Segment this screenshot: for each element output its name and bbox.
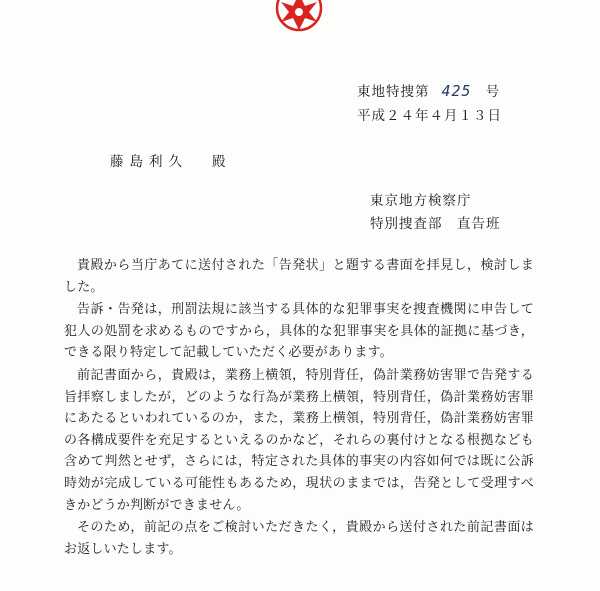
addressee-name: 藤島利久 — [110, 154, 188, 170]
body-paragraph: そのため，前記の点をご検討いただきたく，貴殿から送付された前記書面はお返しいたします。 — [64, 520, 534, 557]
addressee-honorific: 殿 — [212, 154, 232, 170]
body-paragraph: 貴殿から当庁あてに送付された「告発状」と題する書面を拝見し，検討しました。 — [64, 258, 534, 295]
document-number — [357, 80, 522, 100]
letter-body — [64, 255, 534, 561]
sender-department: 特別捜査部 直告班 — [370, 216, 501, 232]
doc-number-handwritten: 425 — [441, 82, 472, 100]
sender-office: 東京地方検察庁 — [370, 193, 472, 209]
document-date: 平成２４年４月１３日 — [357, 108, 502, 124]
body-paragraph: 前記書面から，貴殿は，業務上横領，特別背任，偽計業務妨害罪で告発する旨拝察しましたが，どのような行為が業務上横領，特別背任，偽計業務妨害罪にあたるといわれているのか，また，業務上横領，特別背任，偽計業務妨害罪の各構成要件を充足するといえるのかなど，それらの裏付けとなる根拠なども含めて判然とせず，さらには，特定された具体的事実の内容如何では既に公訴時効が完成している可能性もあるため，現状のままでは，告発として受理すべきかどうか判断ができません。 — [64, 367, 534, 513]
doc-number-prefix: 東地特捜第 — [357, 84, 430, 100]
doc-number-suffix: 号 — [485, 84, 501, 100]
body-paragraph: 告訴・告発は，刑罰法規に該当する具体的な犯罪事実を捜査機関に申告して犯人の処罰を求めるものですから，具体的な犯罪事実を具体的証拠に基づき，できる限り特定して記載していただく必要があります。 — [64, 302, 534, 361]
addressee — [110, 150, 232, 170]
official-seal-logo — [271, 0, 327, 42]
